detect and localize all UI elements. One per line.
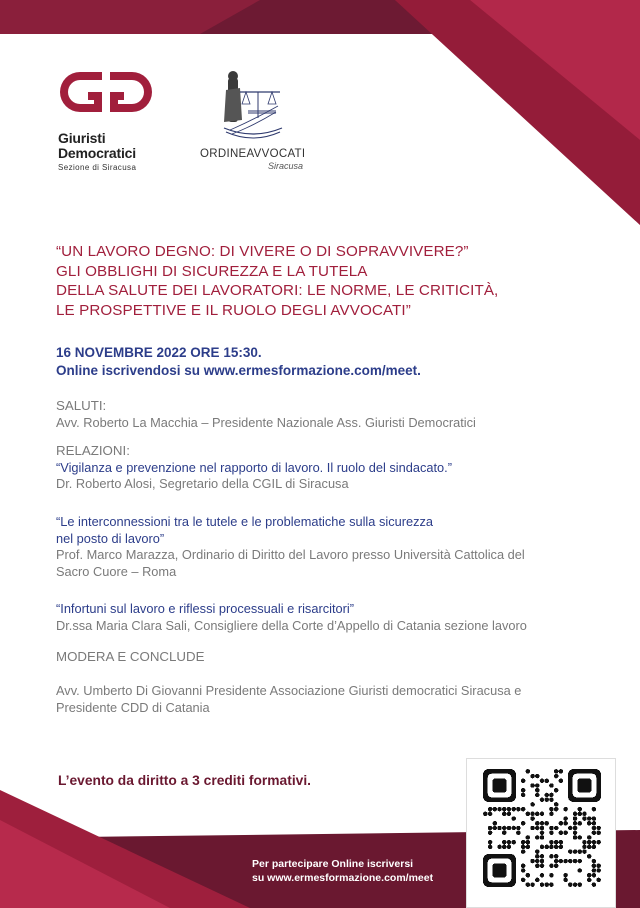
relazioni-section — [56, 443, 596, 493]
event-title — [56, 242, 556, 320]
event-date: 16 NOVEMBRE 2022 ORE 15:30. — [56, 345, 262, 360]
relazione-2-title-line2: nel posto di lavoro” — [56, 530, 165, 546]
saluti-text: Avv. Roberto La Macchia – Presidente Nazionale Ass. Giuristi Democratici — [56, 414, 476, 430]
relazione-1-title: “Vigilanza e prevenzione nel rapporto di lavoro. Il ruolo del sindacato.” — [56, 459, 452, 475]
title-line2: GLI OBBLIGHI DI SICUREZZA E LA TUTELA — [56, 262, 368, 280]
title-line3: DELLA SALUTE DEI LAVORATORI: LE NORME, LE CRITICITÀ, — [56, 282, 499, 299]
qr-code-icon[interactable] — [483, 769, 601, 887]
gd-name — [58, 131, 136, 161]
relazione-3-title: “Infortuni sul lavoro e riflessi processuali e risarcitori” — [56, 601, 354, 616]
title-line4: LE PROSPETTIVE E IL RUOLO DEGLI AVVOCATI” — [56, 301, 411, 319]
saluti-label: SALUTI: — [56, 398, 107, 413]
footer-text — [252, 857, 433, 885]
modera-line1: Avv. Umberto Di Giovanni Presidente Associazione Giuristi democratici Siracusa e — [56, 683, 522, 698]
relazione-2 — [56, 514, 596, 580]
title-line1: “UN LAVORO DEGNO: DI VIVERE O DI SOPRAVVIVERE?” — [56, 243, 469, 260]
gd-name-line2: Democratici — [58, 145, 136, 161]
relazione-3 — [56, 601, 596, 634]
event-online-link[interactable]: Online iscrivendosi su www.ermesformazione.com/meet. — [56, 363, 421, 378]
saluti-section — [56, 398, 596, 431]
ordine-avvocati-logo — [196, 70, 326, 180]
oa-name-part1: ORDINE — [200, 148, 247, 160]
gd-logo-icon — [58, 66, 158, 118]
oa-city: Siracusa — [268, 161, 304, 171]
relazione-3-speaker: Dr.ssa Maria Clara Sali, Consigliere della Corte d’Appello di Catania sezione lavoro — [56, 617, 527, 633]
oa-name — [200, 148, 305, 160]
relazione-2-title-line1: “Le interconnessioni tra le tutele e le problematiche sulla sicurezza — [56, 514, 433, 529]
footer-line2[interactable]: su www.ermesformazione.com/meet — [252, 872, 434, 884]
credits-note: L’evento da diritto a 3 crediti formativi. — [58, 773, 311, 788]
footer-line1: Per partecipare Online iscriversi — [252, 858, 414, 870]
oa-name-part2: AVVOCATI — [246, 148, 306, 160]
event-info — [56, 344, 576, 380]
giuristi-democratici-logo — [56, 66, 166, 176]
modera-label — [56, 649, 596, 666]
modera-text — [56, 683, 596, 716]
modera-heading: MODERA E CONCLUDE — [56, 649, 205, 664]
justice-statue-icon — [218, 70, 288, 140]
relazioni-label: RELAZIONI: — [56, 443, 130, 458]
relazione-2-speaker-line2: Sacro Cuore – Roma — [56, 563, 177, 579]
relazione-1-speaker: Dr. Roberto Alosi, Segretario della CGIL di Siracusa — [56, 476, 349, 491]
qr-code-box — [466, 758, 616, 908]
modera-line2: Presidente CDD di Catania — [56, 699, 210, 715]
gd-subtitle: Sezione di Siracusa — [58, 163, 137, 172]
relazione-2-speaker-line1: Prof. Marco Marazza, Ordinario di Diritto del Lavoro presso Università Cattolica del — [56, 547, 525, 562]
gd-name-line1: Giuristi — [58, 130, 106, 146]
